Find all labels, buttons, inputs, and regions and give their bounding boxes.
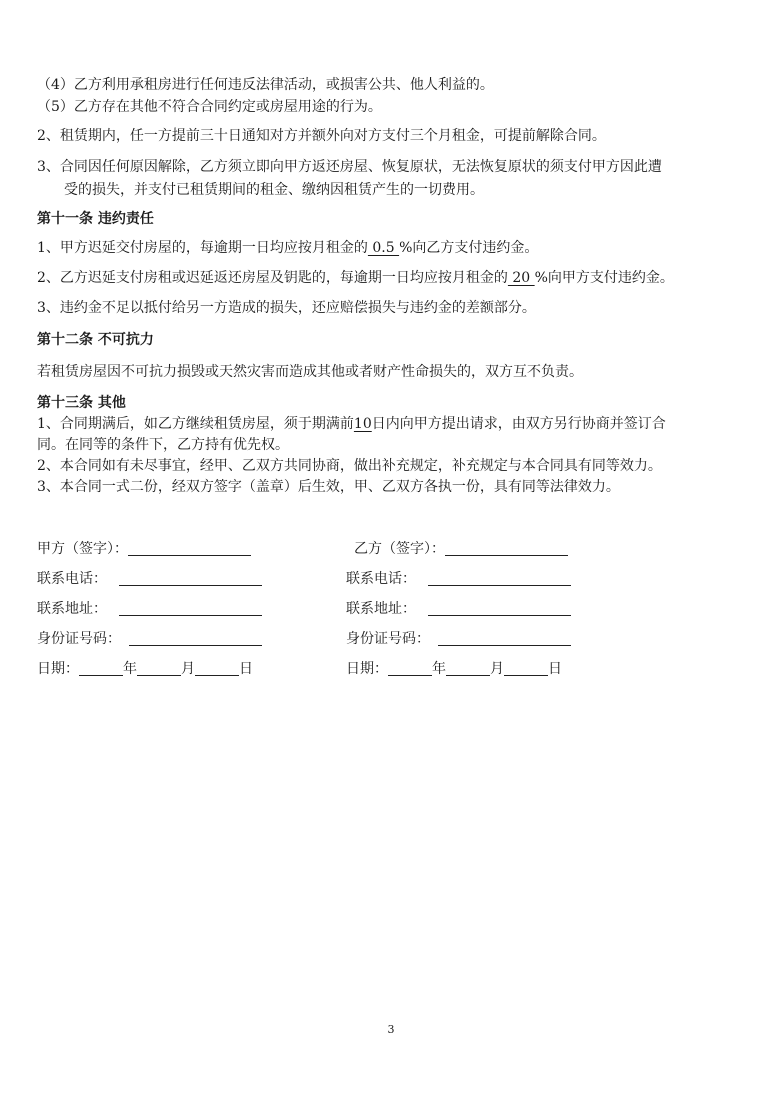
year-line[interactable] [388,661,432,676]
text-segment: 2、乙方迟延支付房租或迟延返还房屋及钥匙的，每逾期一日均应按月租金的 [37,270,508,286]
phone-line[interactable] [428,571,571,586]
signature-line[interactable] [128,541,251,556]
label: 联系电话： [37,571,107,587]
label: 日 [548,661,562,677]
paragraph-10-2: 2、租赁期内，任一方提前三十日通知对方并额外向对方支付三个月租金，可提前解除合同。 [37,128,606,144]
label: 日期： [346,661,388,677]
penalty-rate-1: 0.5 [367,240,400,256]
paragraph-10-3a: 3、合同因任何原因解除，乙方须立即向甲方返还房屋、恢复原状，无法恢复原状的须支付甲方因此遭 [37,159,662,175]
phone-line[interactable] [119,571,262,586]
month-line[interactable] [446,661,490,676]
article-12-heading: 第十二条 不可抗力 [37,332,154,348]
paragraph-11-2 [37,268,749,289]
label: 联系电话： [346,571,416,587]
paragraph-13-2: 2、本合同如有未尽事宜，经甲、乙双方共同协商，做出补充规定，补充规定与本合同具有同等效力。 [37,458,662,474]
article-11-heading: 第十一条 违约责任 [37,211,154,227]
id-line[interactable] [438,631,571,646]
clause-item-5: （5）乙方存在其他不符合合同约定或房屋用途的行为。 [37,99,382,115]
penalty-rate-2: 20 [507,270,535,286]
party-b-id [346,629,571,650]
address-line[interactable] [119,601,262,616]
text-segment: %向乙方支付违约金。 [399,240,539,256]
signature-line[interactable] [445,541,568,556]
article-13-heading: 第十三条 其他 [37,395,126,411]
label: 身份证号码： [346,631,430,647]
id-line[interactable] [129,631,262,646]
label: 年 [123,661,137,677]
day-line[interactable] [195,661,239,676]
paragraph-13-1a [37,414,749,435]
paragraph-13-1b: 同。在同等的条件下，乙方持有优先权。 [37,437,289,453]
paragraph-10-3b: 受的损失，并支付已租赁期间的租金、缴纳因租赁产生的一切费用。 [64,182,484,198]
clause-item-4: （4）乙方利用承租房进行任何违反法律活动，或损害公共、他人利益的。 [37,77,494,93]
label: 月 [490,661,504,677]
text-segment: 1、甲方迟延交付房屋的，每逾期一日均应按月租金的 [37,240,368,256]
paragraph-11-1 [37,238,749,259]
party-a-address [37,599,262,620]
label: 年 [432,661,446,677]
party-b-phone [346,569,571,590]
party-b-date [346,659,562,680]
paragraph-13-3: 3、本合同一式二份，经双方签字（盖章）后生效，甲、乙双方各执一份，具有同等法律效力。 [37,479,620,495]
label: 甲方（签字）： [37,541,128,557]
month-line[interactable] [137,661,181,676]
party-a-signature [37,539,251,560]
text-segment: %向甲方支付违约金。 [534,270,674,286]
address-line[interactable] [428,601,571,616]
year-line[interactable] [79,661,123,676]
party-a-phone [37,569,262,590]
day-line[interactable] [504,661,548,676]
paragraph-11-3: 3、违约金不足以抵付给另一方造成的损失，还应赔偿损失与违约金的差额部分。 [37,300,536,316]
label: 联系地址： [37,601,107,617]
label: 日期： [37,661,79,677]
party-b-address [346,599,571,620]
notice-days: 10 [353,416,372,432]
label: 身份证号码： [37,631,121,647]
label: 月 [181,661,195,677]
party-b-signature [354,539,568,560]
text-segment: 1、合同期满后，如乙方继续租赁房屋，须于期满前 [37,416,354,432]
page-number: 3 [387,1023,395,1036]
party-a-date [37,659,253,680]
label: 乙方（签字）： [354,541,445,557]
text-segment: 日内向甲方提出请求，由双方另行协商并签订合 [371,416,666,432]
paragraph-12: 若租赁房屋因不可抗力损毁或天然灾害而造成其他或者财产性命损失的，双方互不负责。 [37,364,583,380]
party-a-id [37,629,262,650]
label: 日 [239,661,253,677]
label: 联系地址： [346,601,416,617]
